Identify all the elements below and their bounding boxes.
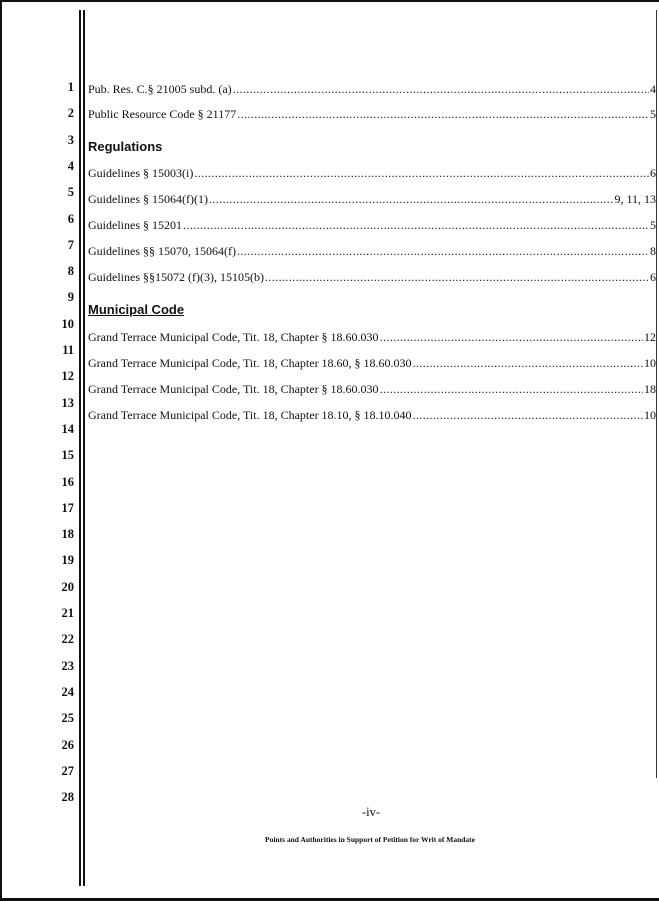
line-number: 5 [67,185,74,200]
footer-page-number: -iv- [362,805,381,819]
line-number: 11 [62,343,74,357]
section-heading-regulations: Regulations [88,139,163,154]
dot-leader [265,270,649,284]
toc-entry [88,166,656,180]
line-number: 26 [61,737,74,752]
section-heading-municipal-code: Municipal Code [88,302,185,317]
line-number: 20 [61,579,74,594]
entry-citation: Guidelines § 15003(i) [88,166,194,180]
top-border [0,0,659,2]
line-number: 24 [61,684,74,699]
dot-leader [237,107,649,121]
footer-document-title: Points and Authorities in Support of Petition for Writ of Mandate [264,835,475,844]
line-number: 27 [61,763,74,778]
line-number: 8 [67,264,74,279]
line-number: 28 [61,790,74,805]
entry-citation: Guidelines §§15072 (f)(3), 15105(b) [88,270,264,284]
entry-pages: 12 [644,330,656,344]
toc-entry [88,82,656,96]
entry-citation: Public Resource Code § 21177 [88,107,237,121]
toc-entry [88,244,656,258]
entry-pages: 4 [650,82,656,96]
left-border [0,0,2,901]
entry-citation: Grand Terrace Municipal Code, Tit. 18, Chapter 18.60, § 18.60.030 [88,356,412,370]
line-number: 12 [61,369,74,384]
line-number: 15 [61,448,74,463]
dot-leader [209,192,613,206]
line-number: 14 [61,421,74,436]
dot-leader [233,82,649,96]
margin-rule [83,10,85,886]
dot-leader [194,166,649,180]
line-number: 21 [61,606,74,620]
toc-entry [88,270,656,284]
entry-pages: 6 [650,166,656,180]
toc-entry [88,356,656,370]
entry-citation: Guidelines §§ 15070, 15064(f) [88,244,236,258]
line-number: 6 [67,211,74,226]
entry-pages: 10 [644,408,656,422]
dot-leader [380,330,643,344]
entry-pages: 8 [650,244,656,258]
line-number: 23 [61,658,74,673]
line-number: 16 [61,474,74,489]
line-number: 13 [61,395,74,410]
dot-leader [237,244,649,258]
line-number: 17 [61,500,74,515]
line-number: 25 [61,711,74,726]
toc-entry [88,330,656,344]
margin-rule-right [656,10,657,778]
entry-citation: Grand Terrace Municipal Code, Tit. 18, Chapter § 18.60.030 [88,330,379,344]
toc-entry [88,218,656,232]
toc-entry [88,382,656,396]
line-number: 7 [67,237,74,252]
toc-entry [88,107,656,121]
line-number: 2 [67,106,74,121]
line-number: 3 [67,132,74,147]
entry-pages: 18 [644,382,656,396]
dot-leader [413,356,643,370]
entry-pages: 5 [650,218,656,232]
entry-citation: Grand Terrace Municipal Code, Tit. 18, Chapter § 18.60.030 [88,382,379,396]
entry-citation: Grand Terrace Municipal Code, Tit. 18, Chapter 18.10, § 18.10.040 [88,408,412,422]
line-number: 1 [67,80,74,94]
dot-leader [183,218,649,232]
entry-citation: Pub. Res. C.§ 21005 subd. (a) [88,82,232,96]
entry-citation: Guidelines § 15064(f)(1) [88,192,208,206]
entry-citation: Guidelines § 15201 [88,218,182,232]
entry-pages: 6 [650,270,656,284]
line-number: 9 [67,290,74,305]
toc-entry [88,192,656,206]
entry-pages: 9, 11, 13 [614,192,656,206]
dot-leader [380,382,643,396]
line-number: 22 [61,632,74,647]
toc-entry [88,408,656,422]
dot-leader [413,408,643,422]
entry-pages: 5 [650,107,656,121]
line-number: 10 [61,316,74,331]
margin-rule [79,10,81,886]
line-number: 18 [61,527,74,542]
line-number: 19 [61,553,74,568]
line-number: 4 [67,158,74,173]
entry-pages: 10 [644,356,656,370]
